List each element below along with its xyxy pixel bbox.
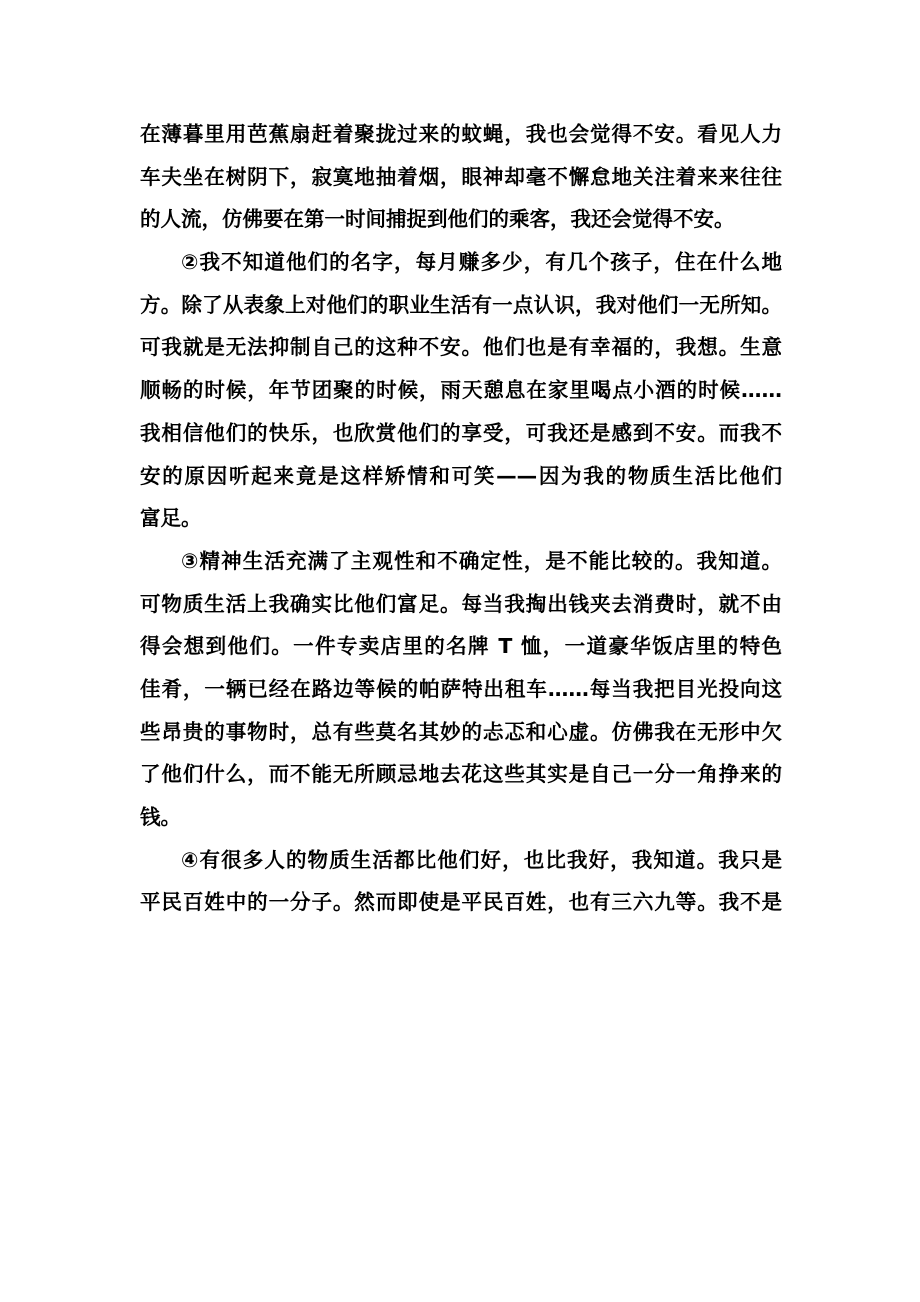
- text-line: 顺畅的时候，年节团聚的时候，雨天憩息在家里喝点小酒的时候……: [140, 378, 782, 403]
- text-line: 在薄暮里用芭蕉扇赶着聚拢过来的蚊蝇，我也会觉得不安。看见人力: [140, 122, 782, 146]
- text-line: ③精神生活充满了主观性和不确定性，是不能比较的。我知道。: [181, 548, 782, 573]
- text-line: 些昂贵的事物时，总有些莫名其妙的忐忑和心虚。仿佛我在无形中欠: [140, 719, 782, 744]
- text-line: 安的原因听起来竟是这样矫情和可笑——因为我的物质生活比他们: [140, 463, 782, 488]
- text-line: ②我不知道他们的名字，每月赚多少，有几个孩子，住在什么地: [181, 250, 782, 275]
- text-line: 得会想到他们。一件专卖店里的名牌 T 恤，一道豪华饭店里的特色: [140, 634, 782, 659]
- text-line: 了他们什么，而不能无所顾忌地去花这些其实是自己一分一角挣来的: [140, 762, 782, 787]
- text-line: 可我就是无法抑制自己的这种不安。他们也是有幸福的，我想。生意: [140, 335, 782, 360]
- text-line: 钱。: [140, 805, 181, 829]
- text-line: ④有很多人的物质生活都比他们好，也比我好，我知道。我只是: [181, 847, 782, 872]
- text-line: 我相信他们的快乐，也欣赏他们的享受，可我还是感到不安。而我不: [140, 420, 782, 445]
- body-text: [140, 113, 782, 924]
- text-line: 可物质生活上我确实比他们富足。每当我掏出钱夹去消费时，就不由: [140, 591, 782, 616]
- text-line: 富足。: [140, 506, 202, 531]
- text-line: 平民百姓中的一分子。然而即使是平民百姓，也有三六九等。我不是: [140, 890, 782, 915]
- text-line: 的人流，仿佛要在第一时间捕捉到他们的乘客，我还会觉得不安。: [140, 207, 735, 232]
- text-line: 方。除了从表象上对他们的职业生活有一点认识，我对他们一无所知。: [140, 292, 782, 317]
- text-line: 佳肴，一辆已经在路边等候的帕萨特出租车……每当我把目光投向这: [140, 676, 782, 701]
- text-line: 车夫坐在树阴下，寂寞地抽着烟，眼神却毫不懈怠地关注着来来往往: [140, 164, 782, 189]
